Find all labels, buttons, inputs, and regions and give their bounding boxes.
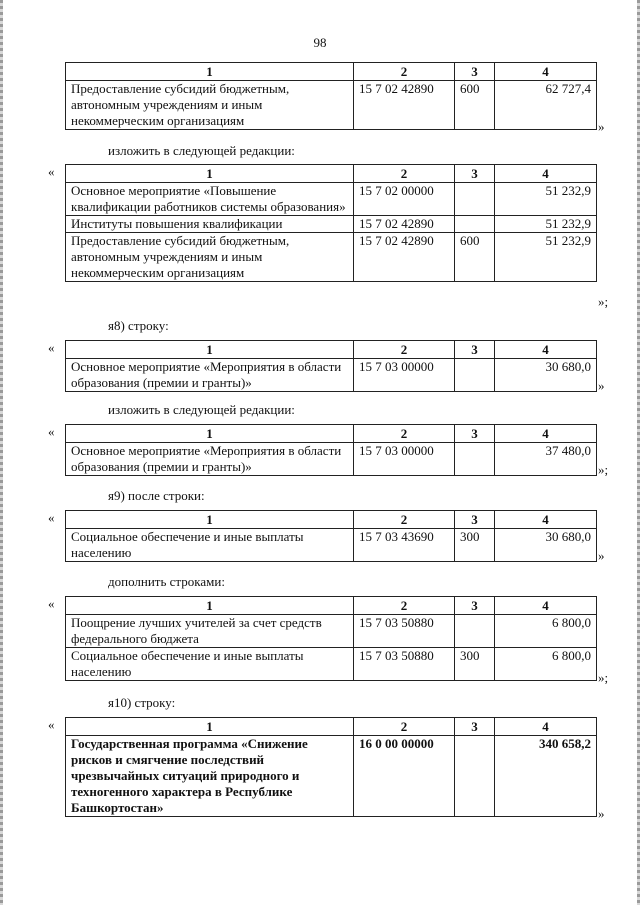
row-code: 15 7 03 00000 [354, 443, 455, 476]
header-col-2: 2 [354, 341, 455, 359]
row-sum: 30 680,0 [495, 359, 597, 392]
row-name: Социальное обеспечение и иные выплаты населению [66, 529, 354, 562]
row-name: Поощрение лучших учителей за счет средств федерального бюджета [66, 615, 354, 648]
header-col-1: 1 [66, 341, 354, 359]
row-type: 600 [455, 233, 495, 282]
table-header-row [66, 341, 597, 359]
row-type: 600 [455, 81, 495, 130]
table-header-row [66, 425, 597, 443]
row-sum: 30 680,0 [495, 529, 597, 562]
header-col-3: 3 [455, 341, 495, 359]
opening-quote: « [48, 340, 55, 355]
table-header-row [66, 165, 597, 183]
header-col-2: 2 [354, 511, 455, 529]
row-code: 15 7 02 42890 [354, 216, 455, 233]
table-row [66, 233, 597, 282]
row-type [455, 183, 495, 216]
header-col-4: 4 [495, 718, 597, 736]
row-type [455, 216, 495, 233]
header-col-4: 4 [495, 425, 597, 443]
header-col-4: 4 [495, 341, 597, 359]
header-col-4: 4 [495, 511, 597, 529]
row-name: Институты повышения квалификации [66, 216, 354, 233]
header-col-2: 2 [354, 63, 455, 81]
closing-quote: » [598, 548, 605, 563]
opening-quote: « [48, 424, 55, 439]
header-col-2: 2 [354, 165, 455, 183]
row-type [455, 443, 495, 476]
table-header-row [66, 63, 597, 81]
row-sum: 340 658,2 [495, 736, 597, 817]
budget-table-4 [65, 424, 597, 476]
table-row [66, 529, 597, 562]
row-sum: 51 232,9 [495, 216, 597, 233]
row-sum: 6 800,0 [495, 648, 597, 681]
row-code: 15 7 02 42890 [354, 81, 455, 130]
header-col-1: 1 [66, 63, 354, 81]
row-sum: 37 480,0 [495, 443, 597, 476]
row-name: Основное мероприятие «Мероприятия в области образования (премии и гранты)» [66, 443, 354, 476]
table-row [66, 216, 597, 233]
header-col-3: 3 [455, 63, 495, 81]
caption-item-8: я8) строку: [108, 318, 169, 333]
closing-quote: » [598, 378, 605, 393]
row-name: Социальное обеспечение и иные выплаты населению [66, 648, 354, 681]
header-col-2: 2 [354, 718, 455, 736]
row-sum: 51 232,9 [495, 183, 597, 216]
table-header-row [66, 511, 597, 529]
scan-left-edge [0, 0, 3, 905]
row-code: 15 7 02 42890 [354, 233, 455, 282]
header-col-2: 2 [354, 597, 455, 615]
closing-quote: » [598, 806, 605, 821]
closing-quote-semicolon: »; [598, 462, 609, 477]
row-sum: 51 232,9 [495, 233, 597, 282]
header-col-2: 2 [354, 425, 455, 443]
budget-table-3 [65, 340, 597, 392]
closing-quote-semicolon: »; [598, 670, 609, 685]
header-col-3: 3 [455, 425, 495, 443]
header-col-3: 3 [455, 511, 495, 529]
header-col-3: 3 [455, 165, 495, 183]
page-number: 98 [313, 35, 327, 50]
table-row [66, 81, 597, 130]
header-col-4: 4 [495, 165, 597, 183]
row-name: Предоставление субсидий бюджетным, автономным учреждениям и иным некоммерческим организациям [66, 233, 354, 282]
budget-table-5 [65, 510, 597, 562]
header-col-4: 4 [495, 597, 597, 615]
row-type [455, 615, 495, 648]
header-col-1: 1 [66, 511, 354, 529]
table-row [66, 736, 597, 817]
table-row [66, 359, 597, 392]
row-type: 300 [455, 529, 495, 562]
header-col-1: 1 [66, 718, 354, 736]
budget-table-6 [65, 596, 597, 681]
header-col-1: 1 [66, 425, 354, 443]
row-sum: 6 800,0 [495, 615, 597, 648]
budget-table-1 [65, 62, 597, 130]
header-col-1: 1 [66, 165, 354, 183]
row-type [455, 359, 495, 392]
table-row [66, 648, 597, 681]
closing-quote-semicolon: »; [598, 294, 609, 309]
row-name: Основное мероприятие «Повышение квалификации работников системы образования» [66, 183, 354, 216]
row-code: 15 7 03 43690 [354, 529, 455, 562]
row-name: Государственная программа «Снижение рисков и смягчение последствий чрезвычайных ситуаций природного и техногенного характера в Республике Башкортостан» [66, 736, 354, 817]
row-sum: 62 727,4 [495, 81, 597, 130]
header-col-3: 3 [455, 597, 495, 615]
opening-quote: « [48, 164, 55, 179]
table-header-row [66, 597, 597, 615]
row-code: 15 7 03 50880 [354, 648, 455, 681]
caption-item-9: я9) после строки: [108, 488, 205, 503]
budget-table-7 [65, 717, 597, 817]
row-name: Основное мероприятие «Мероприятия в области образования (премии и гранты)» [66, 359, 354, 392]
table-row [66, 615, 597, 648]
row-type [455, 736, 495, 817]
opening-quote: « [48, 510, 55, 525]
row-code: 16 0 00 00000 [354, 736, 455, 817]
row-code: 15 7 02 00000 [354, 183, 455, 216]
opening-quote: « [48, 596, 55, 611]
table-row [66, 443, 597, 476]
budget-table-2 [65, 164, 597, 282]
opening-quote: « [48, 717, 55, 732]
caption-item-10: я10) строку: [108, 695, 176, 710]
row-type: 300 [455, 648, 495, 681]
header-col-3: 3 [455, 718, 495, 736]
caption-add-rows: дополнить строками: [108, 574, 225, 589]
caption-edit: изложить в следующей редакции: [108, 402, 295, 417]
table-row [66, 183, 597, 216]
closing-quote: » [598, 119, 605, 134]
row-name: Предоставление субсидий бюджетным, автономным учреждениям и иным некоммерческим организациям [66, 81, 354, 130]
table-header-row [66, 718, 597, 736]
row-code: 15 7 03 50880 [354, 615, 455, 648]
header-col-1: 1 [66, 597, 354, 615]
header-col-4: 4 [495, 63, 597, 81]
row-code: 15 7 03 00000 [354, 359, 455, 392]
caption-edit: изложить в следующей редакции: [108, 143, 295, 158]
